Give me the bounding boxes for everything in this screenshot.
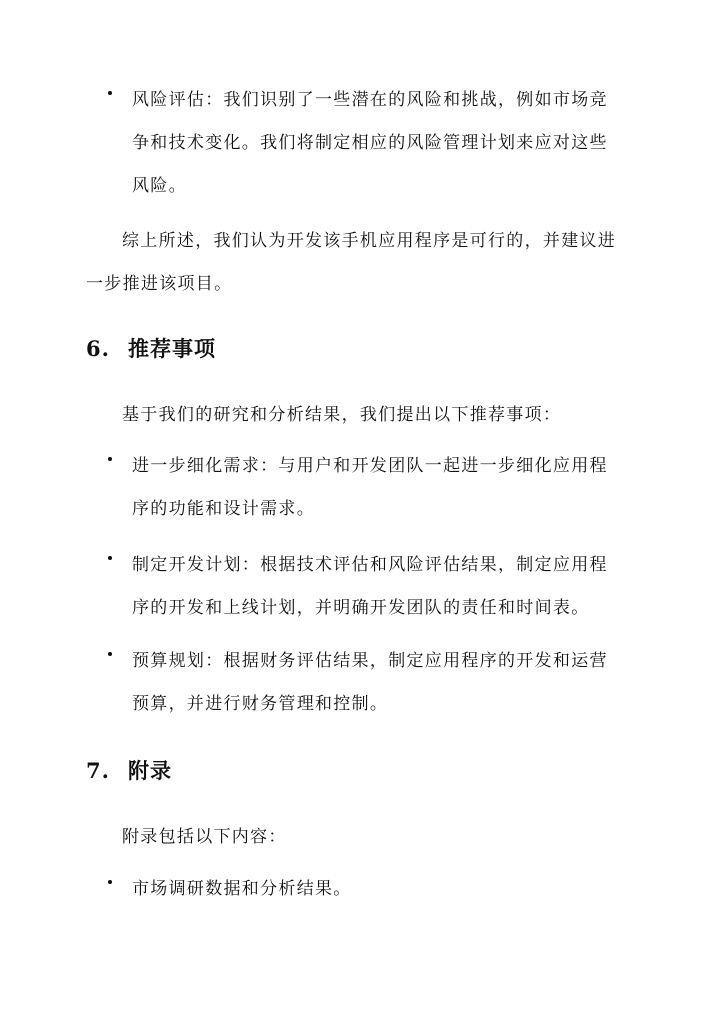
section-7-heading [86, 755, 172, 785]
section-6-number: 6. [86, 336, 110, 361]
bullet-text: 市场调研数据和分析结果。 [132, 879, 352, 899]
bullet-text: 制定开发计划：根据技术评估和风险评估结果，制定应用程序的开发和上线计划，并明确开发团队的责任和时间表。 [132, 555, 608, 618]
bullet-text: 进一步细化需求：与用户和开发团队一起进一步细化应用程序的功能和设计需求。 [132, 456, 608, 519]
bullet-dot-icon [108, 457, 112, 461]
list-item [108, 544, 618, 630]
list-item [108, 640, 618, 726]
bullet-dot-icon [108, 880, 112, 884]
section-7-number: 7. [86, 758, 110, 783]
bullet-dot-icon [108, 652, 112, 656]
bullet-text: 预算规划：根据财务评估结果，制定应用程序的开发和运营预算，并进行财务管理和控制。 [132, 651, 608, 714]
conclusion-paragraph: 综上所述，我们认为开发该手机应用程序是可行的，并建议进一步推进该项目。 [86, 231, 617, 294]
risk-assessment-bullet [108, 79, 618, 208]
bullet-dot-icon [108, 91, 112, 95]
section-7-title: 附录 [128, 758, 172, 783]
list-item [108, 868, 618, 911]
list-item [108, 445, 618, 531]
section-7-intro: 附录包括以下内容： [122, 827, 287, 847]
section-6-intro: 基于我们的研究和分析结果，我们提出以下推荐事项： [122, 405, 562, 425]
bullet-text: 风险评估：我们识别了一些潜在的风险和挑战，例如市场竞争和技术变化。我们将制定相应的风险管理计划来应对这些风险。 [132, 90, 608, 196]
section-6-heading [86, 333, 216, 363]
bullet-dot-icon [108, 556, 112, 560]
section-6-title: 推荐事项 [128, 336, 216, 361]
